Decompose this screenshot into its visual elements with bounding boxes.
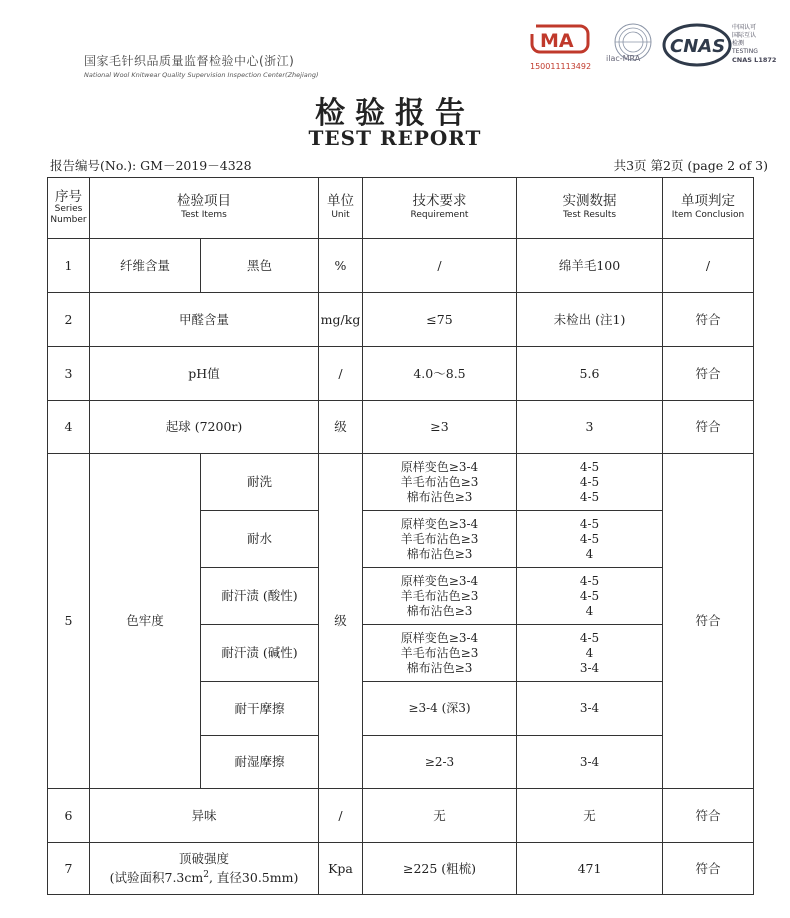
col-header-label: Number — [50, 215, 87, 225]
conclusion-cell: 符合 — [663, 843, 754, 895]
requirement-line: 原样变色≥3-4 — [400, 516, 479, 531]
result-cell — [517, 568, 663, 625]
test-item: 甲醛含量 — [90, 293, 319, 347]
test-item: 纤维含量 — [90, 239, 201, 293]
requirement-cell: ≤75 — [363, 293, 517, 347]
cnas-logo-text: CNAS — [670, 36, 726, 57]
col-header-label: Requirement — [410, 210, 469, 220]
cma-logo-text: MA — [540, 30, 574, 52]
result-line: 4-5 — [579, 474, 600, 489]
row-number: 2 — [48, 293, 90, 347]
test-item: 色牢度 — [90, 454, 201, 789]
requirement-line: 原样变色≥3-4 — [400, 630, 479, 645]
result-line: 4-5 — [579, 489, 600, 504]
conclusion-cell: 符合 — [663, 789, 754, 843]
test-item-line — [90, 867, 318, 886]
issuer-block — [84, 52, 319, 79]
result-cell: 无 — [517, 789, 663, 843]
col-header-seq — [48, 178, 90, 239]
result-line: 4 — [585, 546, 594, 561]
col-header-label: Test Items — [181, 210, 227, 220]
requirement-line: 羊毛布沾色≥3 — [400, 474, 479, 489]
row-number: 6 — [48, 789, 90, 843]
test-sub-item: 黑色 — [201, 239, 319, 293]
result-line: 4-5 — [579, 630, 600, 645]
cnas-side-line: 中国认可 — [732, 24, 757, 31]
result-line: 4 — [585, 645, 594, 660]
requirement-cell: / — [363, 239, 517, 293]
table-row — [48, 293, 754, 347]
result-cell — [517, 454, 663, 511]
conclusion-cell: 符合 — [663, 401, 754, 454]
requirement-line: 原样变色≥3-4 — [400, 573, 479, 588]
conclusion-cell: 符合 — [663, 454, 754, 789]
requirement-line: 原样变色≥3-4 — [400, 459, 479, 474]
requirement-cell — [363, 736, 517, 789]
test-item-line: 顶破强度 — [178, 850, 229, 866]
cnas-accreditation-number: CNAS L1872 — [732, 56, 777, 64]
requirement-line: 棉布沾色≥3 — [406, 603, 473, 618]
result-cell: 471 — [517, 843, 663, 895]
result-line: 3-4 — [579, 660, 600, 675]
table-row — [48, 401, 754, 454]
table-row — [48, 239, 754, 293]
test-item — [90, 843, 319, 895]
requirement-cell — [363, 454, 517, 511]
col-header-label: Item Conclusion — [671, 210, 745, 220]
col-header-label: 技术要求 — [412, 193, 467, 209]
unit-cell: 级 — [319, 401, 363, 454]
col-header-label: 单位 — [327, 193, 354, 209]
issuer-name-cn: 国家毛针织品质量监督检验中心(浙江) — [84, 54, 295, 68]
requirement-cell — [363, 511, 517, 568]
unit-cell: mg/kg — [319, 293, 363, 347]
requirement-cell — [363, 568, 517, 625]
result-cell: 5.6 — [517, 347, 663, 401]
conclusion-cell: 符合 — [663, 347, 754, 401]
col-header-label: 序号 — [55, 189, 82, 205]
cnas-side-text — [732, 24, 776, 65]
result-line: 4-5 — [579, 459, 600, 474]
conclusion-cell: 符合 — [663, 293, 754, 347]
col-header-conclusion — [663, 178, 754, 239]
result-line: 4-5 — [579, 516, 600, 531]
result-cell: 绵羊毛100 — [517, 239, 663, 293]
test-sub-item: 耐汗渍 (碱性) — [201, 625, 319, 682]
row-number: 1 — [48, 239, 90, 293]
unit-cell: Kpa — [319, 843, 363, 895]
test-item: 起球 (7200r) — [90, 401, 319, 454]
test-item-text: (试验面积7.3cm — [109, 870, 204, 886]
cnas-side-line: 国际互认 — [732, 32, 757, 39]
unit-cell: % — [319, 239, 363, 293]
row-number: 3 — [48, 347, 90, 401]
result-cell — [517, 511, 663, 568]
table-row — [48, 347, 754, 401]
report-title-en: TEST REPORT — [308, 126, 482, 150]
requirement-cell: ≥3 — [363, 401, 517, 454]
table-header-row — [48, 178, 754, 239]
test-results-table — [47, 177, 754, 895]
result-line: 4-5 — [579, 573, 600, 588]
test-item-text: , 直径30.5mm) — [208, 870, 299, 886]
table-row — [48, 789, 754, 843]
col-header-results — [517, 178, 663, 239]
requirement-line: 棉布沾色≥3 — [406, 660, 473, 675]
result-cell — [517, 682, 663, 736]
result-cell: 3 — [517, 401, 663, 454]
col-header-unit — [319, 178, 363, 239]
requirement-cell: 4.0～8.5 — [363, 347, 517, 401]
col-header-item — [90, 178, 319, 239]
certification-logos — [520, 18, 780, 78]
result-cell: 未检出 (注1) — [517, 293, 663, 347]
cnas-logo-icon — [662, 22, 732, 68]
requirement-line: ≥2-3 — [424, 754, 455, 769]
ilac-mra-text: ilac-MRA — [606, 54, 641, 63]
requirement-line: ≥3-4 (深3) — [408, 701, 471, 715]
issuer-name-en: National Wool Knitwear Quality Supervision Inspection Center(Zhejiang) — [84, 71, 319, 79]
col-header-label: Unit — [331, 210, 350, 220]
test-sub-item: 耐汗渍 (酸性) — [201, 568, 319, 625]
col-header-label: 检验项目 — [177, 193, 231, 209]
col-header-label: 单项判定 — [681, 193, 735, 209]
result-cell — [517, 736, 663, 789]
unit-cell: / — [319, 789, 363, 843]
row-number: 5 — [48, 454, 90, 789]
cnas-side-line: 检测 — [732, 40, 745, 47]
test-sub-item: 耐湿摩擦 — [201, 736, 319, 789]
row-number: 7 — [48, 843, 90, 895]
unit-cell: 级 — [319, 454, 363, 789]
unit-cell: / — [319, 347, 363, 401]
requirement-line: 棉布沾色≥3 — [406, 489, 473, 504]
result-line: 3-4 — [579, 701, 600, 715]
requirement-cell — [363, 682, 517, 736]
superscript: 2 — [203, 869, 209, 880]
report-number: 报告编号(No.): GM－2019－4328 — [50, 158, 252, 173]
requirement-cell: ≥225 (粗梳) — [363, 843, 517, 895]
result-cell — [517, 625, 663, 682]
test-sub-item: 耐干摩擦 — [201, 682, 319, 736]
test-item: pH值 — [90, 347, 319, 401]
requirement-line: 羊毛布沾色≥3 — [400, 588, 479, 603]
requirement-line: 羊毛布沾色≥3 — [400, 531, 479, 546]
test-item: 异味 — [90, 789, 319, 843]
conclusion-cell: / — [663, 239, 754, 293]
result-line: 4-5 — [579, 531, 600, 546]
col-header-requirement — [363, 178, 517, 239]
requirement-cell — [363, 625, 517, 682]
requirement-cell: 无 — [363, 789, 517, 843]
test-sub-item: 耐水 — [201, 511, 319, 568]
col-header-label: 实测数据 — [562, 193, 617, 209]
requirement-line: 棉布沾色≥3 — [406, 546, 473, 561]
col-header-label: Series — [54, 204, 83, 214]
result-line: 4-5 — [579, 588, 600, 603]
test-sub-item: 耐洗 — [201, 454, 319, 511]
result-line: 3-4 — [579, 754, 600, 769]
table-row — [48, 843, 754, 895]
cnas-side-line: TESTING — [732, 48, 758, 55]
requirement-line: 羊毛布沾色≥3 — [400, 645, 479, 660]
result-line: 4 — [585, 603, 594, 618]
col-header-label: Test Results — [562, 210, 617, 220]
row-number: 4 — [48, 401, 90, 454]
table-row — [48, 454, 754, 511]
cma-number: 150011113492 — [530, 62, 592, 71]
report-title-cn: 检验报告 — [315, 96, 475, 131]
page-indicator: 共3页 第2页 (page 2 of 3) — [613, 158, 768, 173]
cma-logo-icon — [528, 22, 590, 56]
